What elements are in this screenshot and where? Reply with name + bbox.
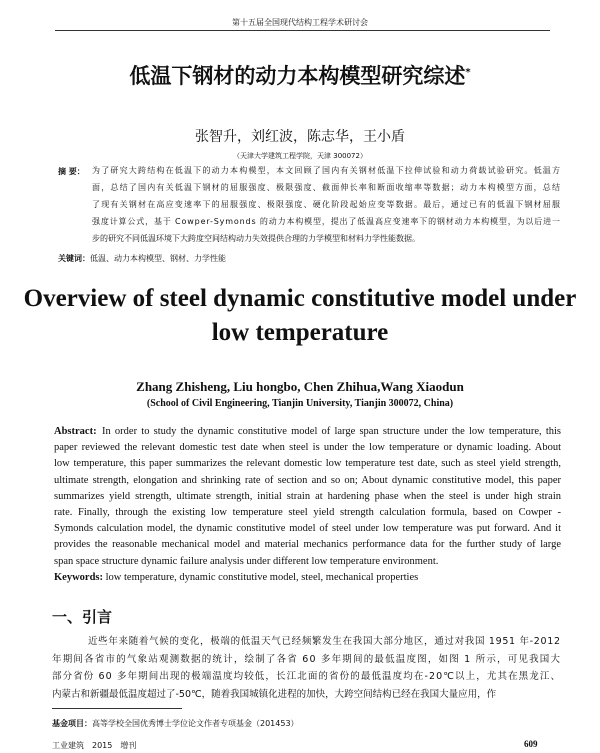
- keywords-en-label: Keywords:: [54, 572, 103, 583]
- aben-line: Symonds calculation model, the dynamic constitutive model of steel under low temperature was put forward. And it: [54, 523, 561, 535]
- aben-line: paper reviewed the relevant domestic test date when steel is under the low temperature or dynamic loading. About: [54, 442, 561, 454]
- abcn-line: 为了研究大跨结构在低温下的动力本构模型，本文回顾了国内有关钢材低温下拉伸试验和动力荷载试验研究。低温方: [92, 166, 562, 175]
- title-footnote-mark: *: [465, 67, 471, 78]
- keywords-cn-text: 低温、动力本构模型、钢材、力学性能: [90, 254, 226, 263]
- section-heading: 一、引言: [52, 608, 113, 626]
- header-rule: [55, 30, 550, 31]
- footer-journal: 工业建筑 2015 增刊: [52, 741, 137, 750]
- affiliation-cn: （天津大学建筑工程学院，天津 300072）: [233, 152, 367, 160]
- authors-cn: 张智升，刘红波，陈志华，王小盾: [195, 129, 405, 145]
- affiliation-en: (School of Civil Engineering, Tianjin University, Tianjin 300072, China): [146, 398, 454, 409]
- keywords-cn: [58, 253, 226, 264]
- fund-note: [52, 718, 299, 729]
- keywords-cn-label: 关键词：: [58, 254, 90, 263]
- keywords-en: [54, 572, 418, 583]
- title-en-line: Overview of steel dynamic constitutive model under: [23, 285, 577, 312]
- aben-line: provides the reasonable mechanical model and material mechanics performance data for the further study of large: [54, 539, 561, 551]
- abcn-line: 了现有关钢材在高应变速率下的屈服强度、极限强度、硬化阶段起始应变等数据。最后，通过已有的低温下钢材屈服: [92, 200, 562, 209]
- body-line: 部分省份 60 多年期间出现的极端温度均较低，长江北面的省份的最低温度均在-20℃以上，尤其在黑龙江、: [52, 671, 562, 682]
- keywords-en-text: low temperature, dynamic constitutive model, steel, mechanical properties: [103, 572, 419, 583]
- authors-en: Zhang Zhisheng, Liu hongbo, Chen Zhihua,Wang Xiaodun: [136, 379, 464, 394]
- title-en-line: low temperature: [211, 319, 389, 346]
- aben-line: rate. Finally, through the existing low temperature steel yield strength calculation formula, based on Cowper -: [54, 507, 561, 518]
- title-cn: [0, 60, 600, 90]
- fund-label: 基金项目：: [52, 719, 92, 728]
- body-line: 年期间各省市的气象站观测数据的统计，绘制了各省 60 多年期间的最低温度图，如图 1 所示，可见我国大: [52, 653, 562, 665]
- running-header: 第十五届全国现代结构工程学术研讨会: [232, 18, 368, 27]
- aben-line: span space structure dynamic failure analysis under different low temperature environment.: [54, 555, 439, 567]
- abcn-line: 强度计算公式，基于 Cowper-Symonds 的动力本构模型，提出了低温高应变速率下的钢材动力本构模型，为以后进一: [92, 217, 561, 226]
- aben-line: ultimate strength, elongation and shrinking rate of section and so on; About dynamic constitutive model, this paper: [54, 474, 561, 486]
- page-number: 609: [524, 739, 538, 749]
- abcn-line: 步的研究不同低温环境下大跨度空间结构动力失效提供合理的力学模型和材料力学性能数据。: [92, 234, 420, 243]
- aben-line: low temperature, this paper summarizes the relevant domestic low temperature test date, such as steel yield strength,: [54, 458, 561, 470]
- title-en: [0, 282, 600, 350]
- body-line: 内蒙古和新疆最低温度超过了-50℃，随着我国城镇化进程的加快，大跨空间结构已经在我国大量应用，作: [52, 688, 497, 700]
- abcn-line: 面，总结了国内有关低温下钢材的屈服强度、极限强度、截面伸长率和断面收缩率等数据；动力本构模型方面，总结: [92, 183, 562, 192]
- abstract-cn-label: 摘 要：: [58, 167, 85, 176]
- aben-line: summarizes yield strength, ultimate strength, initial strain at hardening phase when the steel is under high strain: [54, 490, 561, 502]
- footnote-rule: [52, 708, 182, 709]
- abstract-en-label: Abstract:: [54, 426, 97, 437]
- aben-line: In order to study the dynamic constitutive model of large span structure under the low temperature, this: [102, 426, 561, 437]
- body-line: 近些年来随着气候的变化，极端的低温天气已经频繁发生在我国大部分地区，通过对我国 1951 年-2012: [88, 636, 561, 647]
- title-cn-text: 低温下钢材的动力本构模型研究综述: [129, 64, 466, 88]
- fund-text: 高等学校全国优秀博士学位论文作者专项基金（201453）: [92, 719, 299, 728]
